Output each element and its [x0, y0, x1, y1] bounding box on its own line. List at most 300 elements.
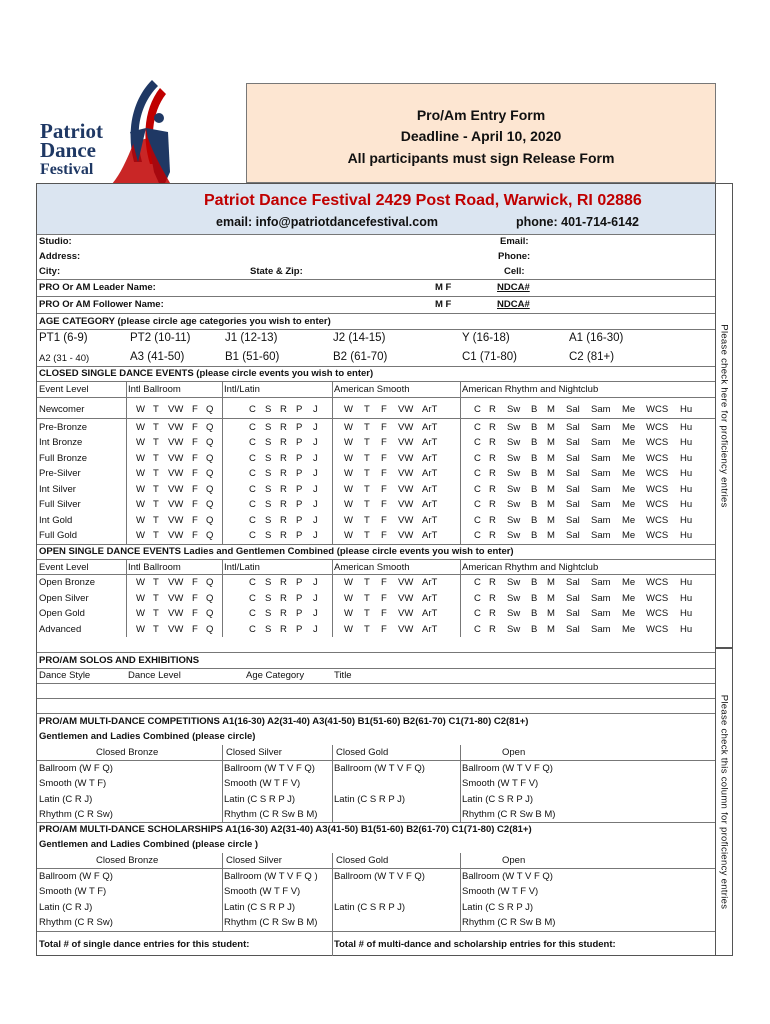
- dance-option[interactable]: W: [344, 530, 353, 541]
- dance-option[interactable]: F: [381, 404, 387, 415]
- dance-option[interactable]: F: [192, 624, 198, 635]
- dance-option[interactable]: ArT: [422, 624, 438, 635]
- dance-option[interactable]: M: [547, 499, 555, 510]
- dance-option[interactable]: C: [249, 624, 256, 635]
- dance-option[interactable]: Hu: [680, 422, 693, 433]
- dance-option[interactable]: Me: [622, 468, 636, 479]
- dance-option[interactable]: F: [381, 593, 387, 604]
- dance-option[interactable]: F: [381, 453, 387, 464]
- dance-option[interactable]: Me: [622, 499, 636, 510]
- dance-option[interactable]: WCS: [646, 453, 669, 464]
- dance-option[interactable]: Sam: [591, 593, 611, 604]
- dance-option[interactable]: W: [344, 437, 353, 448]
- dance-option[interactable]: W: [344, 404, 353, 415]
- dance-option[interactable]: W: [344, 484, 353, 495]
- dance-option[interactable]: Q: [206, 530, 214, 541]
- multi-dance-option[interactable]: Latin (C R J): [39, 794, 93, 805]
- dance-option[interactable]: C: [249, 437, 256, 448]
- dance-option[interactable]: T: [153, 484, 159, 495]
- dance-option[interactable]: ArT: [422, 453, 438, 464]
- dance-option[interactable]: B: [531, 484, 538, 495]
- leader-mf[interactable]: M F: [435, 282, 452, 293]
- dance-option[interactable]: M: [547, 530, 555, 541]
- dance-option[interactable]: F: [381, 422, 387, 433]
- dance-option[interactable]: W: [136, 593, 145, 604]
- dance-option[interactable]: F: [192, 453, 198, 464]
- dance-option[interactable]: W: [344, 593, 353, 604]
- dance-option[interactable]: W: [344, 624, 353, 635]
- dance-option[interactable]: P: [296, 499, 303, 510]
- dance-option[interactable]: R: [280, 515, 287, 526]
- dance-option[interactable]: T: [153, 437, 159, 448]
- dance-option[interactable]: M: [547, 577, 555, 588]
- dance-option[interactable]: F: [381, 624, 387, 635]
- dance-option[interactable]: Hu: [680, 468, 693, 479]
- multi-dance-option[interactable]: Smooth (W T F V): [462, 886, 539, 897]
- dance-option[interactable]: Q: [206, 453, 214, 464]
- dance-option[interactable]: C: [474, 484, 481, 495]
- dance-option[interactable]: VW: [168, 624, 184, 635]
- dance-option[interactable]: Me: [622, 437, 636, 448]
- dance-option[interactable]: C: [249, 593, 256, 604]
- dance-option[interactable]: S: [265, 608, 272, 619]
- multi-dance-option[interactable]: Latin (C S R P J): [334, 794, 406, 805]
- multi-dance-option[interactable]: Ballroom (W T V F Q): [462, 763, 553, 774]
- dance-option[interactable]: J: [313, 404, 318, 415]
- age-option[interactable]: C2 (81+): [569, 351, 615, 363]
- dance-option[interactable]: R: [489, 499, 496, 510]
- multi-dance-option[interactable]: Rhythm (C R Sw): [39, 917, 113, 928]
- age-option[interactable]: PT1 (6-9): [39, 332, 88, 344]
- dance-option[interactable]: Sal: [566, 453, 580, 464]
- dance-option[interactable]: Me: [622, 515, 636, 526]
- dance-option[interactable]: C: [249, 453, 256, 464]
- dance-option[interactable]: F: [192, 608, 198, 619]
- dance-option[interactable]: C: [249, 468, 256, 479]
- dance-option[interactable]: C: [249, 515, 256, 526]
- dance-option[interactable]: C: [474, 593, 481, 604]
- dance-option[interactable]: Hu: [680, 515, 693, 526]
- multi-dance-option[interactable]: Rhythm (C R Sw B M): [462, 809, 556, 820]
- dance-option[interactable]: Sw: [507, 422, 521, 433]
- dance-option[interactable]: J: [313, 624, 318, 635]
- dance-option[interactable]: Sal: [566, 484, 580, 495]
- multi-dance-option[interactable]: Rhythm (C R Sw B M): [224, 809, 318, 820]
- dance-option[interactable]: S: [265, 515, 272, 526]
- dance-option[interactable]: T: [153, 499, 159, 510]
- dance-option[interactable]: Sw: [507, 484, 521, 495]
- dance-option[interactable]: Sal: [566, 624, 580, 635]
- dance-option[interactable]: Sw: [507, 530, 521, 541]
- dance-option[interactable]: M: [547, 404, 555, 415]
- dance-option[interactable]: ArT: [422, 608, 438, 619]
- dance-option[interactable]: Sw: [507, 404, 521, 415]
- dance-option[interactable]: Sw: [507, 453, 521, 464]
- dance-option[interactable]: R: [280, 577, 287, 588]
- dance-option[interactable]: Sal: [566, 404, 580, 415]
- dance-option[interactable]: S: [265, 499, 272, 510]
- dance-option[interactable]: Q: [206, 515, 214, 526]
- dance-option[interactable]: Hu: [680, 624, 693, 635]
- multi-dance-option[interactable]: Smooth (W T F V): [462, 778, 539, 789]
- dance-option[interactable]: T: [364, 530, 370, 541]
- dance-option[interactable]: J: [313, 515, 318, 526]
- multi-dance-option[interactable]: Smooth (W T F V): [224, 886, 301, 897]
- dance-option[interactable]: B: [531, 468, 538, 479]
- dance-option[interactable]: F: [192, 468, 198, 479]
- dance-option[interactable]: M: [547, 608, 555, 619]
- dance-option[interactable]: F: [381, 437, 387, 448]
- dance-option[interactable]: Sam: [591, 404, 611, 415]
- dance-option[interactable]: P: [296, 624, 303, 635]
- dance-option[interactable]: VW: [168, 422, 184, 433]
- dance-option[interactable]: P: [296, 422, 303, 433]
- dance-option[interactable]: R: [280, 453, 287, 464]
- dance-option[interactable]: S: [265, 422, 272, 433]
- dance-option[interactable]: W: [136, 422, 145, 433]
- age-option[interactable]: Y (16-18): [462, 332, 510, 344]
- dance-option[interactable]: R: [489, 577, 496, 588]
- dance-option[interactable]: W: [136, 499, 145, 510]
- dance-option[interactable]: B: [531, 593, 538, 604]
- dance-option[interactable]: W: [344, 468, 353, 479]
- dance-option[interactable]: T: [364, 422, 370, 433]
- dance-option[interactable]: VW: [168, 499, 184, 510]
- dance-option[interactable]: J: [313, 593, 318, 604]
- dance-option[interactable]: VW: [168, 453, 184, 464]
- dance-option[interactable]: VW: [168, 530, 184, 541]
- dance-option[interactable]: S: [265, 404, 272, 415]
- dance-option[interactable]: R: [489, 608, 496, 619]
- dance-option[interactable]: J: [313, 422, 318, 433]
- dance-option[interactable]: F: [381, 530, 387, 541]
- dance-option[interactable]: C: [249, 499, 256, 510]
- dance-option[interactable]: W: [344, 608, 353, 619]
- dance-option[interactable]: T: [364, 577, 370, 588]
- dance-option[interactable]: F: [381, 608, 387, 619]
- dance-option[interactable]: C: [249, 484, 256, 495]
- dance-option[interactable]: R: [280, 422, 287, 433]
- dance-option[interactable]: WCS: [646, 499, 669, 510]
- multi-dance-option[interactable]: Ballroom (W F Q): [39, 871, 113, 882]
- dance-option[interactable]: R: [489, 468, 496, 479]
- dance-option[interactable]: Hu: [680, 577, 693, 588]
- dance-option[interactable]: Q: [206, 624, 214, 635]
- dance-option[interactable]: ArT: [422, 593, 438, 604]
- dance-option[interactable]: C: [249, 608, 256, 619]
- dance-option[interactable]: T: [153, 453, 159, 464]
- dance-option[interactable]: Hu: [680, 404, 693, 415]
- multi-dance-option[interactable]: Ballroom (W T V F Q): [334, 871, 425, 882]
- dance-option[interactable]: ArT: [422, 468, 438, 479]
- dance-option[interactable]: Q: [206, 484, 214, 495]
- dance-option[interactable]: P: [296, 593, 303, 604]
- dance-option[interactable]: S: [265, 530, 272, 541]
- dance-option[interactable]: F: [192, 593, 198, 604]
- dance-option[interactable]: Sam: [591, 468, 611, 479]
- dance-option[interactable]: C: [249, 422, 256, 433]
- dance-option[interactable]: Sal: [566, 577, 580, 588]
- dance-option[interactable]: W: [136, 437, 145, 448]
- dance-option[interactable]: Q: [206, 608, 214, 619]
- multi-dance-option[interactable]: Ballroom (W T V F Q): [224, 763, 315, 774]
- dance-option[interactable]: C: [474, 499, 481, 510]
- dance-option[interactable]: B: [531, 499, 538, 510]
- dance-option[interactable]: Q: [206, 499, 214, 510]
- dance-option[interactable]: VW: [398, 437, 414, 448]
- age-option[interactable]: A2 (31 - 40): [39, 353, 90, 364]
- dance-option[interactable]: C: [474, 468, 481, 479]
- dance-option[interactable]: F: [192, 499, 198, 510]
- proficiency-column-lower[interactable]: [716, 648, 733, 956]
- dance-option[interactable]: VW: [168, 484, 184, 495]
- dance-option[interactable]: VW: [398, 484, 414, 495]
- dance-option[interactable]: WCS: [646, 437, 669, 448]
- dance-option[interactable]: S: [265, 593, 272, 604]
- dance-option[interactable]: WCS: [646, 593, 669, 604]
- dance-option[interactable]: T: [364, 484, 370, 495]
- dance-option[interactable]: J: [313, 468, 318, 479]
- dance-option[interactable]: T: [364, 404, 370, 415]
- dance-option[interactable]: J: [313, 499, 318, 510]
- dance-option[interactable]: P: [296, 404, 303, 415]
- dance-option[interactable]: P: [296, 484, 303, 495]
- dance-option[interactable]: B: [531, 624, 538, 635]
- dance-option[interactable]: B: [531, 608, 538, 619]
- dance-option[interactable]: P: [296, 608, 303, 619]
- dance-option[interactable]: Sal: [566, 499, 580, 510]
- dance-option[interactable]: C: [474, 422, 481, 433]
- dance-option[interactable]: B: [531, 404, 538, 415]
- dance-option[interactable]: P: [296, 437, 303, 448]
- dance-option[interactable]: ArT: [422, 404, 438, 415]
- dance-option[interactable]: Hu: [680, 499, 693, 510]
- dance-option[interactable]: P: [296, 453, 303, 464]
- dance-option[interactable]: ArT: [422, 530, 438, 541]
- follower-mf[interactable]: M F: [435, 299, 452, 310]
- dance-option[interactable]: Hu: [680, 453, 693, 464]
- dance-option[interactable]: Hu: [680, 593, 693, 604]
- dance-option[interactable]: C: [474, 530, 481, 541]
- dance-option[interactable]: B: [531, 453, 538, 464]
- dance-option[interactable]: W: [344, 577, 353, 588]
- dance-option[interactable]: VW: [398, 593, 414, 604]
- dance-option[interactable]: J: [313, 608, 318, 619]
- dance-option[interactable]: W: [136, 624, 145, 635]
- dance-option[interactable]: W: [136, 468, 145, 479]
- multi-dance-option[interactable]: Ballroom (W T V F Q): [334, 763, 425, 774]
- dance-option[interactable]: C: [474, 577, 481, 588]
- dance-option[interactable]: Sw: [507, 499, 521, 510]
- dance-option[interactable]: VW: [398, 577, 414, 588]
- dance-option[interactable]: Sal: [566, 530, 580, 541]
- dance-option[interactable]: R: [489, 453, 496, 464]
- dance-option[interactable]: ArT: [422, 437, 438, 448]
- dance-option[interactable]: ArT: [422, 499, 438, 510]
- dance-option[interactable]: M: [547, 422, 555, 433]
- dance-option[interactable]: T: [153, 515, 159, 526]
- dance-option[interactable]: M: [547, 515, 555, 526]
- dance-option[interactable]: WCS: [646, 404, 669, 415]
- dance-option[interactable]: Hu: [680, 484, 693, 495]
- dance-option[interactable]: P: [296, 577, 303, 588]
- dance-option[interactable]: Q: [206, 437, 214, 448]
- dance-option[interactable]: VW: [168, 404, 184, 415]
- dance-option[interactable]: Sal: [566, 422, 580, 433]
- multi-dance-option[interactable]: Ballroom (W T V F Q ): [224, 871, 318, 882]
- dance-option[interactable]: WCS: [646, 577, 669, 588]
- dance-option[interactable]: S: [265, 437, 272, 448]
- age-option[interactable]: J1 (12-13): [225, 332, 278, 344]
- dance-option[interactable]: F: [192, 437, 198, 448]
- dance-option[interactable]: R: [280, 437, 287, 448]
- dance-option[interactable]: T: [153, 404, 159, 415]
- dance-option[interactable]: R: [489, 404, 496, 415]
- dance-option[interactable]: R: [489, 422, 496, 433]
- dance-option[interactable]: R: [280, 624, 287, 635]
- dance-option[interactable]: J: [313, 453, 318, 464]
- multi-dance-option[interactable]: Latin (C S R P J): [462, 794, 534, 805]
- dance-option[interactable]: S: [265, 468, 272, 479]
- dance-option[interactable]: J: [313, 437, 318, 448]
- dance-option[interactable]: R: [489, 530, 496, 541]
- dance-option[interactable]: Me: [622, 404, 636, 415]
- dance-option[interactable]: R: [489, 593, 496, 604]
- dance-option[interactable]: M: [547, 484, 555, 495]
- age-option[interactable]: A1 (16-30): [569, 332, 624, 344]
- dance-option[interactable]: F: [381, 515, 387, 526]
- dance-option[interactable]: S: [265, 624, 272, 635]
- dance-option[interactable]: S: [265, 453, 272, 464]
- dance-option[interactable]: T: [364, 499, 370, 510]
- dance-option[interactable]: Sam: [591, 624, 611, 635]
- dance-option[interactable]: Sw: [507, 577, 521, 588]
- dance-option[interactable]: VW: [398, 530, 414, 541]
- dance-option[interactable]: VW: [398, 404, 414, 415]
- dance-option[interactable]: Sal: [566, 515, 580, 526]
- dance-option[interactable]: S: [265, 577, 272, 588]
- age-option[interactable]: B1 (51-60): [225, 351, 280, 363]
- dance-option[interactable]: Sam: [591, 499, 611, 510]
- dance-option[interactable]: Sal: [566, 437, 580, 448]
- age-option[interactable]: A3 (41-50): [130, 351, 185, 363]
- dance-option[interactable]: W: [136, 530, 145, 541]
- dance-option[interactable]: Q: [206, 593, 214, 604]
- dance-option[interactable]: W: [136, 577, 145, 588]
- dance-option[interactable]: W: [136, 453, 145, 464]
- dance-option[interactable]: W: [136, 484, 145, 495]
- dance-option[interactable]: VW: [168, 515, 184, 526]
- dance-option[interactable]: WCS: [646, 515, 669, 526]
- dance-option[interactable]: W: [344, 453, 353, 464]
- dance-option[interactable]: C: [474, 515, 481, 526]
- multi-dance-option[interactable]: Smooth (W T F): [39, 886, 107, 897]
- dance-option[interactable]: Sw: [507, 515, 521, 526]
- dance-option[interactable]: Me: [622, 530, 636, 541]
- dance-option[interactable]: C: [249, 530, 256, 541]
- dance-option[interactable]: Sam: [591, 577, 611, 588]
- dance-option[interactable]: Sam: [591, 608, 611, 619]
- dance-option[interactable]: T: [364, 453, 370, 464]
- dance-option[interactable]: F: [381, 484, 387, 495]
- dance-option[interactable]: WCS: [646, 624, 669, 635]
- dance-option[interactable]: R: [280, 530, 287, 541]
- dance-option[interactable]: Sw: [507, 437, 521, 448]
- dance-option[interactable]: W: [344, 499, 353, 510]
- dance-option[interactable]: Sw: [507, 624, 521, 635]
- dance-option[interactable]: B: [531, 530, 538, 541]
- dance-option[interactable]: P: [296, 515, 303, 526]
- dance-option[interactable]: Me: [622, 608, 636, 619]
- dance-option[interactable]: Sal: [566, 608, 580, 619]
- dance-option[interactable]: M: [547, 453, 555, 464]
- dance-option[interactable]: WCS: [646, 484, 669, 495]
- age-option[interactable]: C1 (71-80): [462, 351, 517, 363]
- dance-option[interactable]: B: [531, 437, 538, 448]
- dance-option[interactable]: C: [249, 404, 256, 415]
- dance-option[interactable]: T: [364, 515, 370, 526]
- dance-option[interactable]: VW: [168, 437, 184, 448]
- dance-option[interactable]: F: [381, 499, 387, 510]
- multi-dance-option[interactable]: Latin (C S R P J): [224, 794, 296, 805]
- dance-option[interactable]: P: [296, 530, 303, 541]
- dance-option[interactable]: VW: [398, 515, 414, 526]
- dance-option[interactable]: T: [153, 624, 159, 635]
- dance-option[interactable]: W: [344, 422, 353, 433]
- dance-option[interactable]: F: [192, 577, 198, 588]
- dance-option[interactable]: WCS: [646, 608, 669, 619]
- multi-dance-option[interactable]: Ballroom (W T V F Q): [462, 871, 553, 882]
- dance-option[interactable]: Q: [206, 577, 214, 588]
- dance-option[interactable]: WCS: [646, 468, 669, 479]
- dance-option[interactable]: F: [381, 468, 387, 479]
- dance-option[interactable]: T: [364, 468, 370, 479]
- dance-option[interactable]: T: [364, 593, 370, 604]
- multi-dance-option[interactable]: Smooth (W T F V): [224, 778, 301, 789]
- dance-option[interactable]: VW: [168, 577, 184, 588]
- age-option[interactable]: J2 (14-15): [333, 332, 386, 344]
- dance-option[interactable]: B: [531, 515, 538, 526]
- dance-option[interactable]: F: [381, 577, 387, 588]
- dance-option[interactable]: Hu: [680, 608, 693, 619]
- dance-option[interactable]: M: [547, 468, 555, 479]
- dance-option[interactable]: F: [192, 422, 198, 433]
- dance-option[interactable]: ArT: [422, 577, 438, 588]
- dance-option[interactable]: R: [280, 499, 287, 510]
- dance-option[interactable]: F: [192, 530, 198, 541]
- dance-option[interactable]: R: [489, 484, 496, 495]
- dance-option[interactable]: Me: [622, 422, 636, 433]
- dance-option[interactable]: W: [136, 404, 145, 415]
- dance-option[interactable]: R: [280, 608, 287, 619]
- dance-option[interactable]: C: [249, 577, 256, 588]
- dance-option[interactable]: Q: [206, 422, 214, 433]
- dance-option[interactable]: VW: [398, 624, 414, 635]
- dance-option[interactable]: W: [136, 608, 145, 619]
- dance-option[interactable]: R: [489, 437, 496, 448]
- dance-option[interactable]: S: [265, 484, 272, 495]
- dance-option[interactable]: Me: [622, 577, 636, 588]
- dance-option[interactable]: Sam: [591, 515, 611, 526]
- dance-option[interactable]: Sam: [591, 422, 611, 433]
- dance-option[interactable]: C: [474, 437, 481, 448]
- dance-option[interactable]: B: [531, 422, 538, 433]
- dance-option[interactable]: J: [313, 577, 318, 588]
- dance-option[interactable]: R: [489, 515, 496, 526]
- dance-option[interactable]: T: [153, 530, 159, 541]
- proficiency-column[interactable]: [716, 183, 733, 648]
- dance-option[interactable]: Q: [206, 468, 214, 479]
